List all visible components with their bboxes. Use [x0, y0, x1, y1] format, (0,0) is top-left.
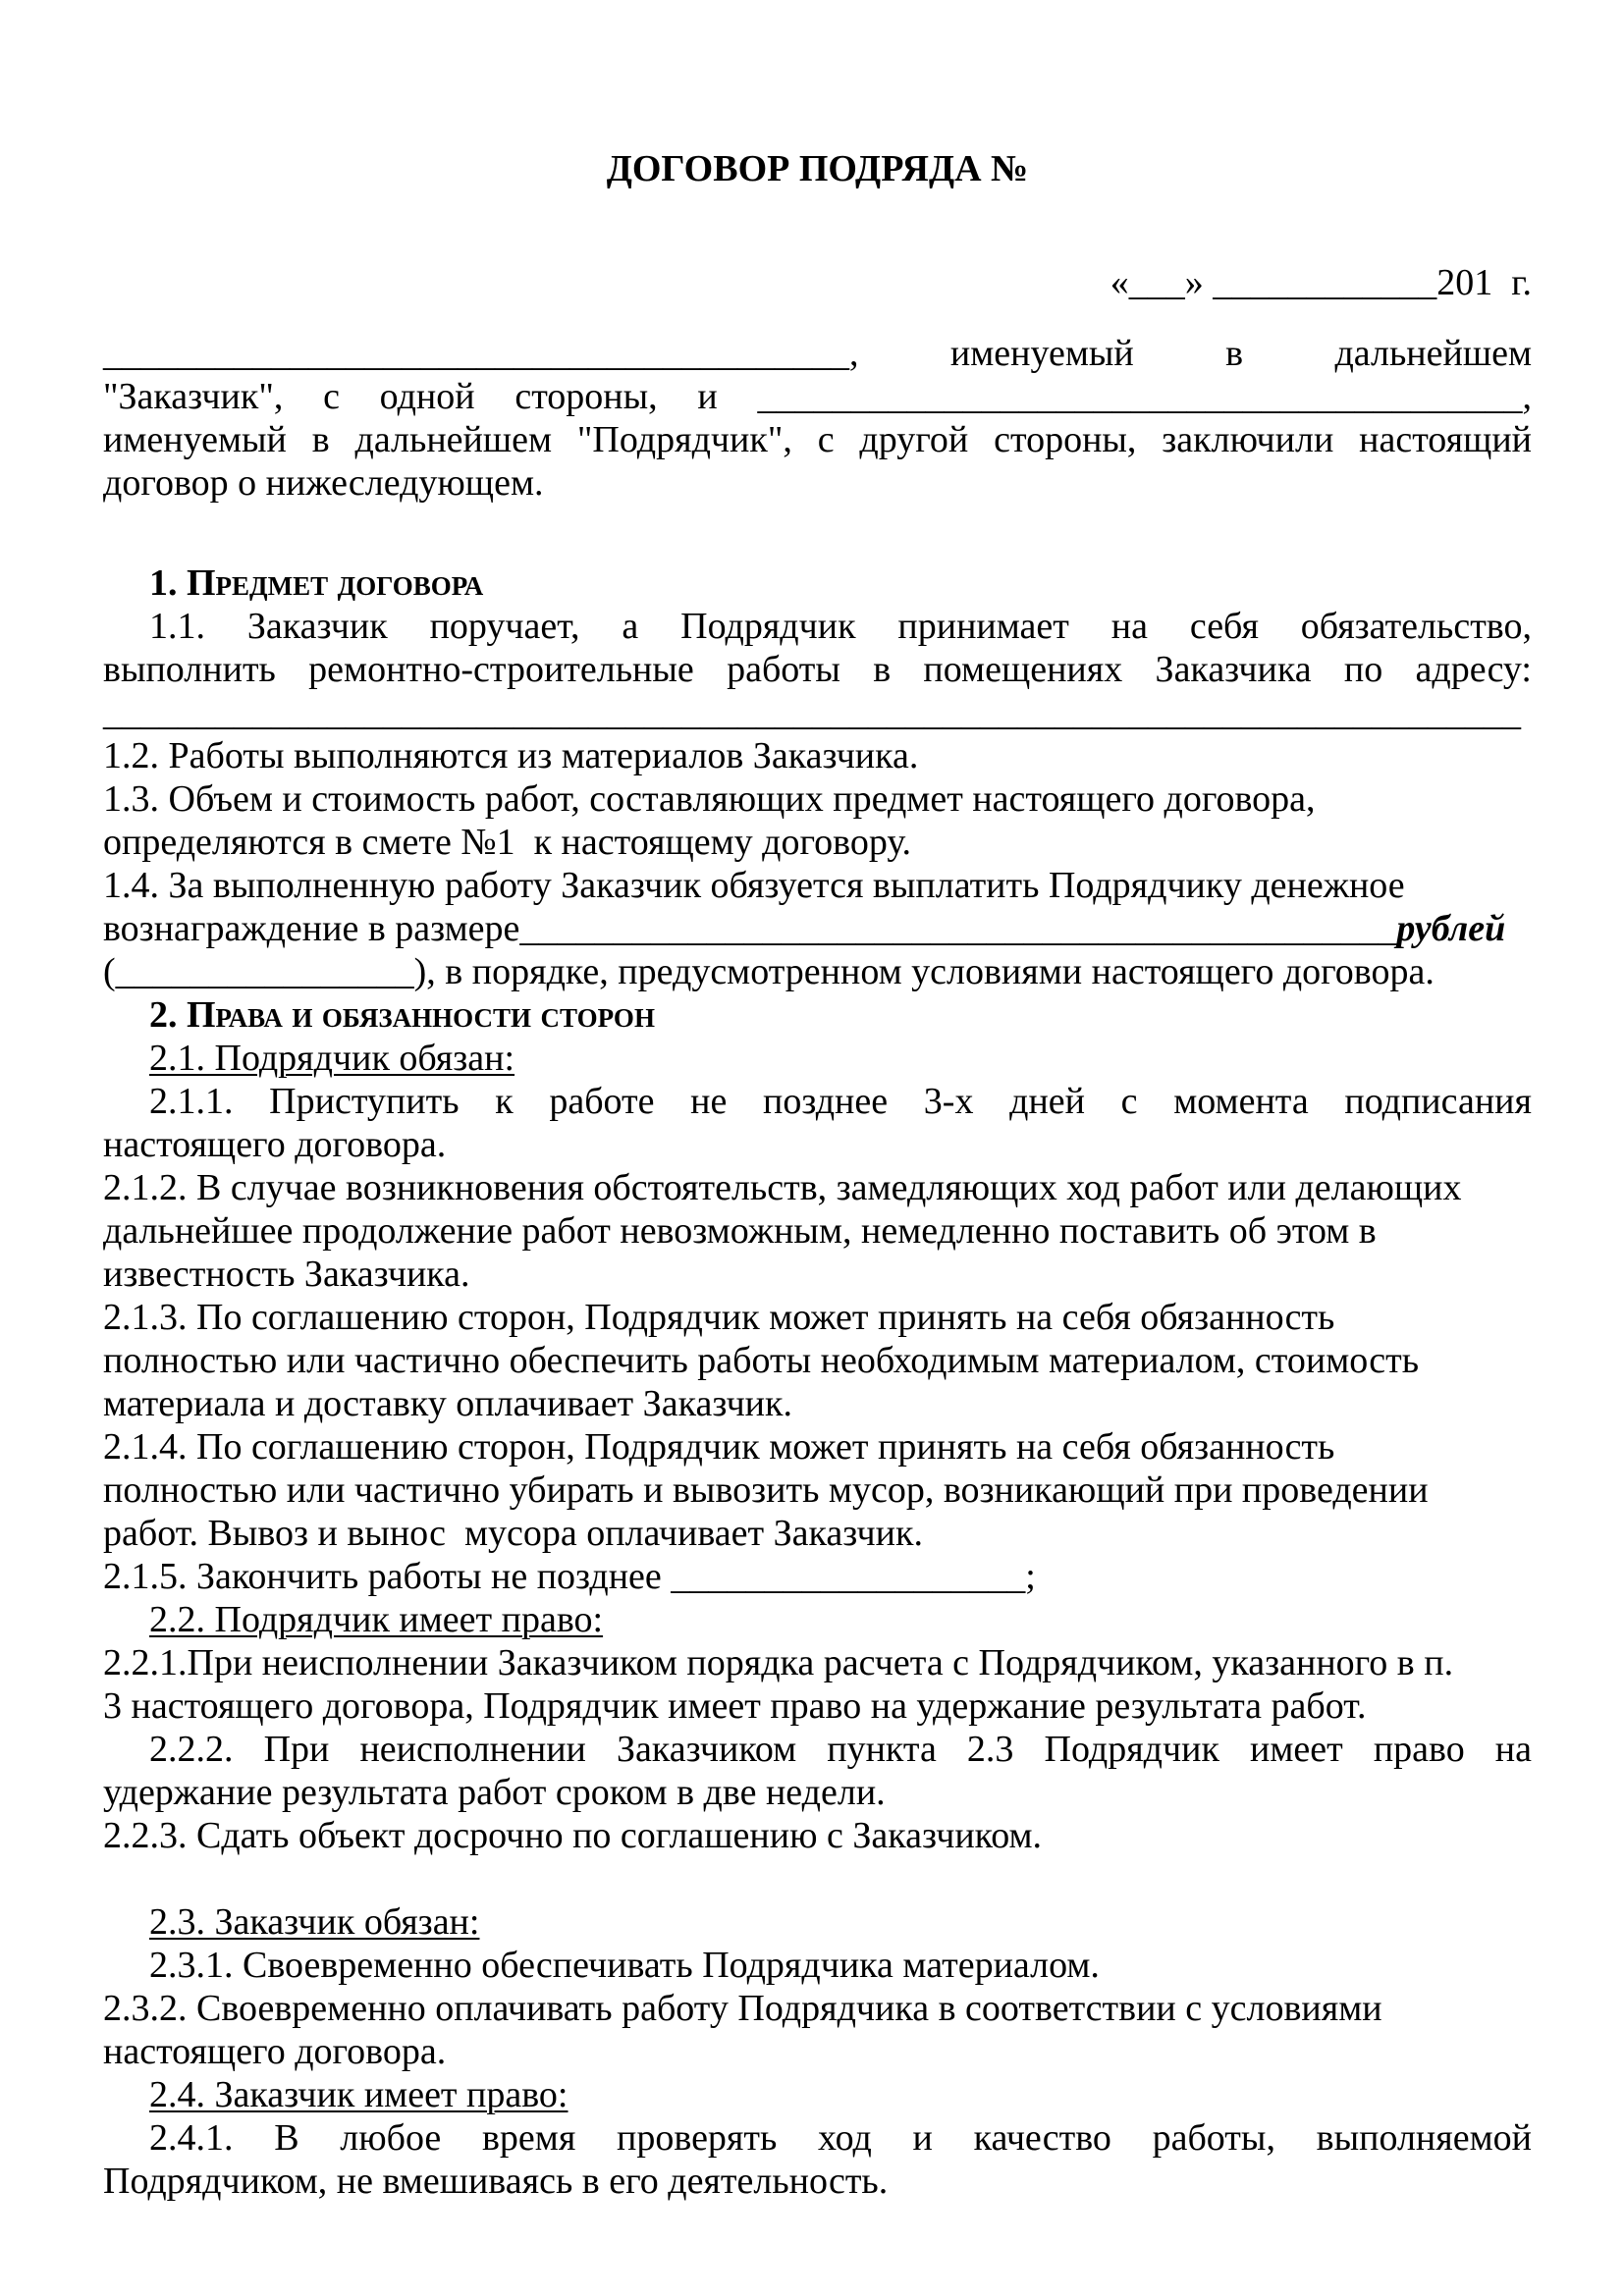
contract-blocks [103, 190, 1532, 2203]
clause-1-1-line-2: выполнить ремонтно-строительные работы в помещениях Заказчика по адресу: [103, 649, 1532, 690]
clause-1-4-line-3: (________________), в порядке, предусмотренном условиями настоящего договора. [103, 951, 1435, 992]
clause-2-2-3-line-1: 2.2.3. Сдать объект досрочно по соглашению с Заказчиком. [103, 1815, 1043, 1856]
amount-label: вознаграждение в размере [103, 908, 520, 949]
clause-2-1-heading: 2.1. Подрядчик обязан: [149, 1038, 515, 1079]
clause-2-1-3-line-2: полностью или частично обеспечить работы необходимым материалом, стоимость [103, 1340, 1420, 1381]
intro-paragraph-line-1: ________________________________________, именуемый в дальнейшем [103, 333, 1532, 374]
clause-2-1-4-line-2: полностью или частично убирать и вывозить мусор, возникающий при проведении [103, 1469, 1429, 1511]
amount-blank: _______________________________________________ [519, 908, 1397, 949]
clause-2-1-2-line-3: известность Заказчика. [103, 1254, 470, 1295]
clause-2-1-2-line-1: 2.1.2. В случае возникновения обстоятельств, замедляющих ход работ или делающих [103, 1167, 1462, 1208]
address-blank-line: ____________________________________________________________________________ [103, 692, 1521, 733]
clause-2-3-2-line-1: 2.3.2. Своевременно оплачивать работу Подрядчика в соответствии с условиями [103, 1988, 1382, 2029]
clause-2-4-1-line-2: Подрядчиком, не вмешиваясь в его деятельность. [103, 2161, 889, 2202]
clause-2-1-3-line-3: материала и доставку оплачивает Заказчик. [103, 1383, 792, 1424]
intro-paragraph-line-3: именуемый в дальнейшем "Подрядчик", с другой стороны, заключили настоящий [103, 419, 1532, 460]
clause-2-1-1-line-2: настоящего договора. [103, 1124, 447, 1165]
clause-2-1-1-line-1: 2.1.1. Приступить к работе не позднее 3-х дней с момента подписания [149, 1081, 1532, 1122]
section-1-heading: 1. Предмет договора [149, 562, 484, 604]
clause-1-1-line-1: 1.1. Заказчик поручает, а Подрядчик принимает на себя обязательство, [149, 606, 1532, 647]
intro-paragraph-line-2: "Заказчик", с одной стороны, и _________________________________________, [103, 376, 1532, 417]
clause-2-3-2-line-2: настоящего договора. [103, 2031, 447, 2072]
clause-2-3-1-line-1: 2.3.1. Своевременно обеспечивать Подрядчика материалом. [149, 1945, 1100, 1986]
clause-2-1-4-line-3: работ. Вывоз и вынос мусора оплачивает Заказчик. [103, 1513, 923, 1554]
clause-1-3-line-1: 1.3. Объем и стоимость работ, составляющих предмет настоящего договора, [103, 778, 1316, 820]
clause-2-1-3-line-1: 2.1.3. По соглашению сторон, Подрядчик может принять на себя обязанность [103, 1297, 1335, 1338]
rubles-label: рублей [1396, 908, 1506, 949]
clause-1-4-line-2 [103, 907, 1532, 950]
section-2-heading: 2. Права и обязанности сторон [149, 994, 655, 1036]
clause-2-2-2-line-1: 2.2.2. При неисполнении Заказчиком пункта 2.3 Подрядчик имеет право на [149, 1729, 1532, 1770]
clause-2-2-heading: 2.2. Подрядчик имеет право: [149, 1599, 604, 1640]
clause-2-1-2-line-2: дальнейшее продолжение работ невозможным, немедленно поставить об этом в [103, 1210, 1377, 1252]
spacer-after-date [103, 304, 1532, 332]
spacer-before-2-3 [103, 1857, 1532, 1900]
intro-paragraph-line-4: договор о нижеследующем. [103, 462, 544, 504]
clause-1-2-line-1: 1.2. Работы выполняются из материалов Заказчика. [103, 735, 919, 776]
clause-2-4-1-line-1: 2.4.1. В любое время проверять ход и качество работы, выполняемой [149, 2117, 1532, 2159]
clause-2-4-heading: 2.4. Заказчик имеет право: [149, 2074, 568, 2115]
clause-2-1-5-line-1: 2.1.5. Закончить работы не позднее ___________________; [103, 1556, 1036, 1597]
spacer-before-section-1 [103, 505, 1532, 561]
spacer-after-title [103, 190, 1532, 261]
clause-1-3-line-2: определяются в смете №1 к настоящему договору. [103, 822, 912, 863]
clause-2-2-1-line-2: 3 настоящего договора, Подрядчик имеет право на удержание результата работ. [103, 1685, 1367, 1727]
clause-2-2-1-line-1: 2.2.1.При неисполнении Заказчиком порядка расчета с Подрядчиком, указанного в п. [103, 1642, 1454, 1683]
clause-2-1-4-line-1: 2.1.4. По соглашению сторон, Подрядчик может принять на себя обязанность [103, 1426, 1335, 1468]
date-line: «___» ____________201 г. [1110, 262, 1532, 303]
clause-2-3-heading: 2.3. Заказчик обязан: [149, 1901, 480, 1943]
clause-2-2-2-line-2: удержание результата работ сроком в две недели. [103, 1772, 886, 1813]
contract-title: ДОГОВОР ПОДРЯДА № [606, 148, 1029, 189]
clause-1-4-line-1: 1.4. За выполненную работу Заказчик обязуется выплатить Подрядчику денежное [103, 865, 1405, 906]
